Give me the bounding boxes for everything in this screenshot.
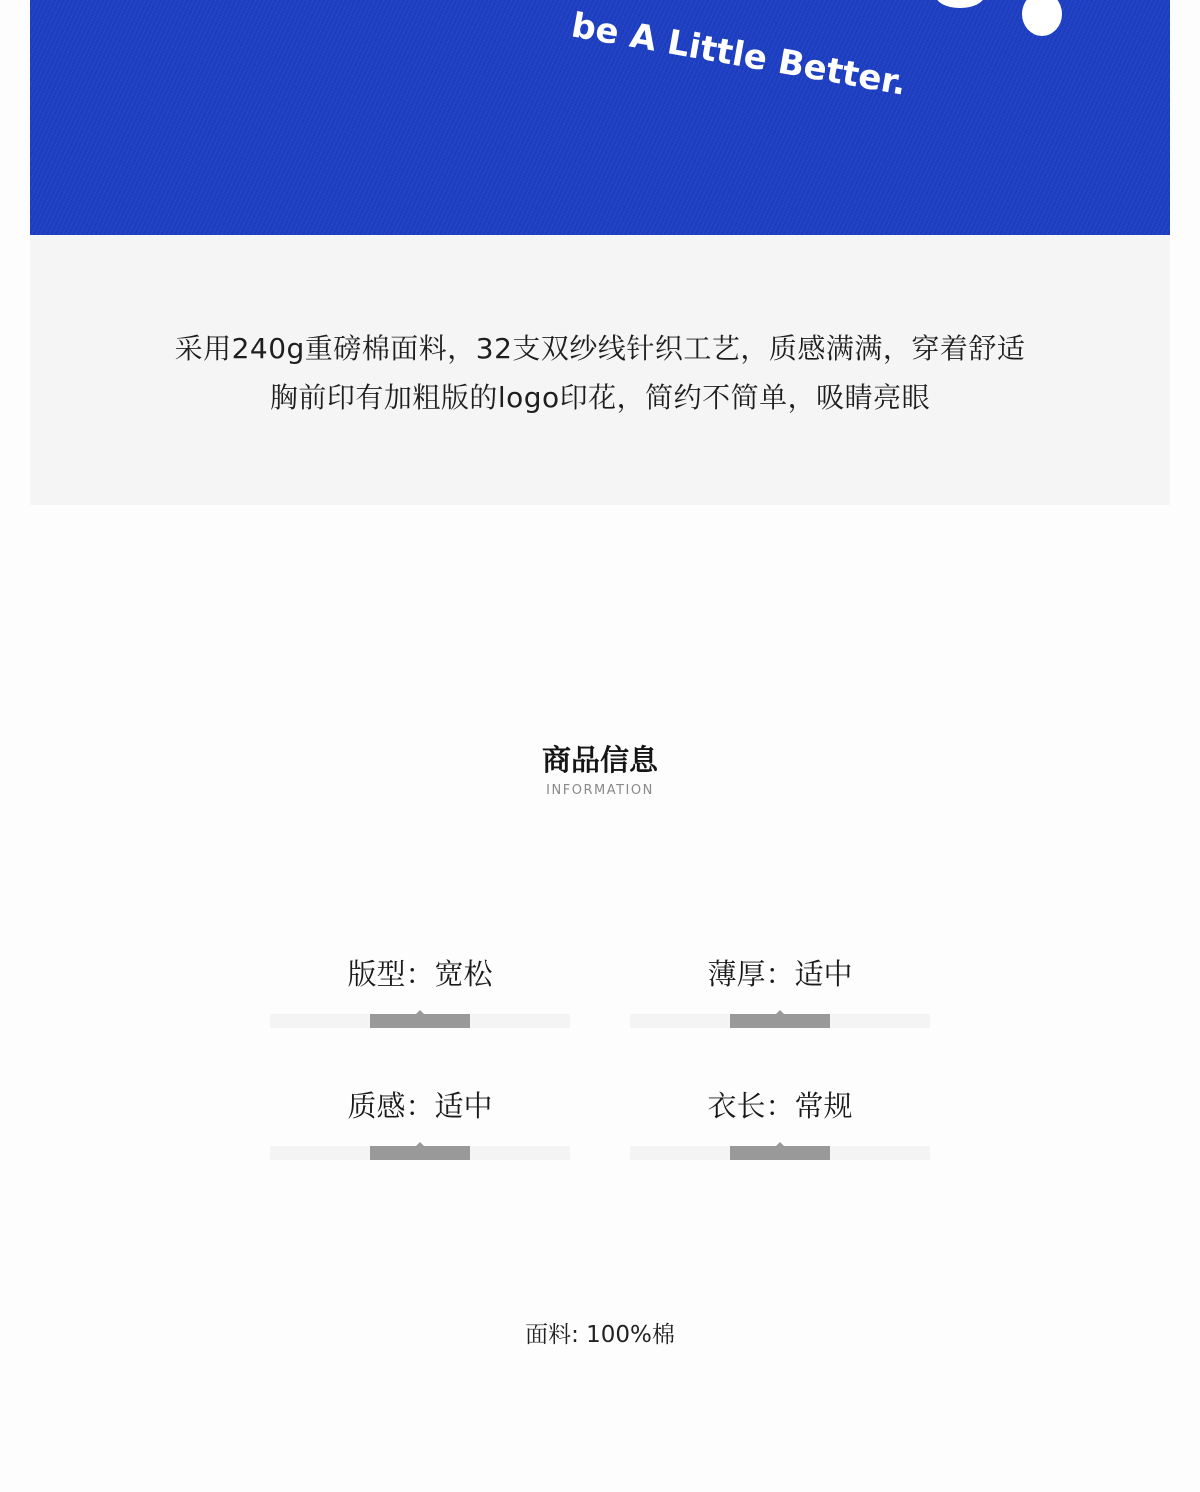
attribute-scale-selected [730,1014,830,1028]
shirt-print-dot [936,0,984,8]
shirt-print-graphic [30,0,1170,235]
attribute-thickness [630,952,930,1032]
attribute-length [630,1084,930,1164]
fabric-composition: 面料: 100%棉 [525,1322,675,1348]
attribute-scale-marker [775,1142,785,1147]
product-hero-image [30,0,1170,235]
attribute-label: 质感：适中 [347,1089,493,1123]
description-line-2: 胸前印有加粗版的logo印花，简约不简单，吸睛亮眼 [269,381,931,414]
attribute-scale-marker [415,1010,425,1015]
attribute-label: 衣长：常规 [707,1089,853,1123]
attribute-scale-marker [775,1010,785,1015]
product-description-panel [30,235,1170,505]
description-line-1: 采用240g重磅棉面料，32支双纱线针织工艺，质感满满，穿着舒适 [174,332,1026,365]
shirt-print-dot [1022,0,1062,36]
attribute-scale [630,1014,930,1028]
attribute-label: 薄厚：适中 [707,957,853,991]
section-title: 商品信息 [541,743,658,777]
section-subtitle: INFORMATION [546,783,654,798]
attribute-scale [630,1146,930,1160]
attribute-scale-marker [415,1142,425,1147]
shirt-print-slogan: be A Little Better. [568,5,910,104]
attribute-fit [270,952,570,1032]
attribute-scale-selected [730,1146,830,1160]
attribute-scale-selected [370,1014,470,1028]
attribute-scale [270,1146,570,1160]
attribute-scale [270,1014,570,1028]
attribute-label: 版型：宽松 [347,957,493,991]
attribute-texture [270,1084,570,1164]
attribute-scale-selected [370,1146,470,1160]
